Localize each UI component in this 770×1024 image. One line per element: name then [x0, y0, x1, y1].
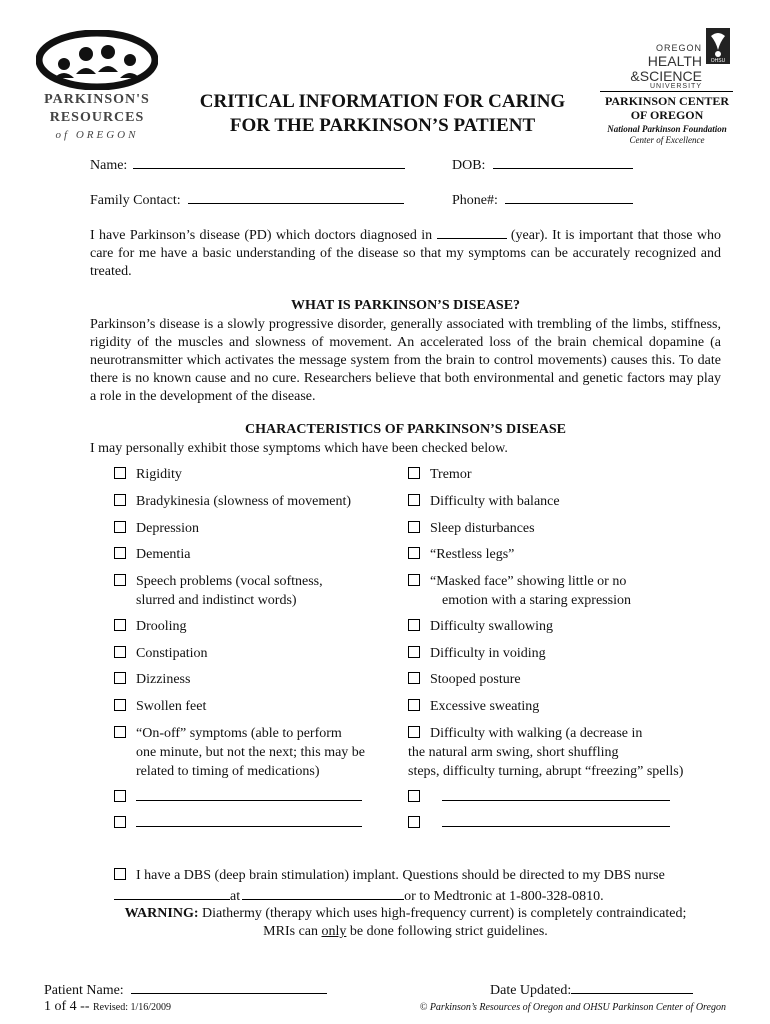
title-line2: FOR THE PARKINSON’S PATIENT [229, 115, 536, 136]
symptom-item-right-5 [408, 572, 631, 610]
dbs-contact-row [114, 885, 604, 906]
symptom-label [114, 519, 199, 538]
blank-symptom-line[interactable] [442, 812, 670, 827]
symptom-label [408, 697, 539, 716]
center-line3: National Parkinson Foundation [607, 124, 727, 134]
symptom-text: Rigidity [136, 467, 182, 482]
center-line1: PARKINSON CENTER [604, 94, 730, 108]
document-title [160, 90, 605, 138]
warning-text: Diathermy (therapy which uses high-frequency current) is completely contraindicated; [202, 906, 687, 921]
checkbox[interactable] [408, 699, 420, 711]
ohsu-line2: HEALTH [647, 53, 702, 69]
symptom-label-continued [136, 591, 323, 610]
ohsu-line1: OREGON [655, 43, 702, 53]
checkbox[interactable] [114, 619, 126, 631]
ohsu-line3: &SCIENCE [630, 68, 702, 84]
symptom-text: “Masked face” showing little or no [430, 574, 627, 589]
center-line4: Center of Excellence [629, 135, 705, 145]
checkbox[interactable] [408, 816, 420, 828]
symptom-label-continued [408, 743, 683, 762]
blank-symptom-line[interactable] [442, 786, 670, 801]
warning-line [90, 904, 721, 923]
checkbox[interactable] [114, 547, 126, 559]
mri-text-end: be done following strict guidelines. [349, 924, 548, 939]
dbs-medtronic-text: or to Medtronic at 1-800-328-0810. [404, 889, 604, 904]
blank-symptom-left-1 [114, 786, 362, 807]
symptom-label [408, 670, 521, 689]
symptom-text: Difficulty swallowing [430, 619, 554, 634]
symptom-item-right-9 [408, 697, 539, 716]
symptom-text: Tremor [430, 467, 472, 482]
blank-symptom-line[interactable] [136, 786, 362, 801]
mri-line [90, 922, 721, 941]
checkbox[interactable] [408, 467, 420, 479]
symptom-label [408, 519, 535, 538]
dob-label: DOB: [452, 158, 486, 173]
family-contact-input-line[interactable] [188, 190, 404, 204]
logo-text-line3: of OREGON [55, 129, 139, 141]
checkbox[interactable] [408, 574, 420, 586]
symptom-label-continued [442, 591, 631, 610]
symptom-item-right-2 [408, 492, 560, 511]
symptom-text: related to timing of medications) [136, 764, 320, 779]
intro-text-end: (year). It is important that those who care for me have a basic understanding of the disease so that my symptoms can be accurately recognized and treated. [90, 228, 721, 279]
symptom-label [114, 724, 365, 743]
symptom-text: Dizziness [136, 672, 191, 687]
blank-symptom-right-1 [408, 786, 670, 807]
dob-input-line[interactable] [493, 155, 633, 169]
checkbox[interactable] [408, 521, 420, 533]
checkbox[interactable] [114, 672, 126, 684]
symptom-item-left-9 [114, 697, 206, 716]
symptom-item-right-4 [408, 545, 514, 564]
symptom-item-right-3 [408, 519, 535, 538]
checkbox[interactable] [408, 726, 420, 738]
revised-date: Revised: 1/16/2009 [93, 1002, 172, 1013]
checkbox[interactable] [114, 521, 126, 533]
footer-date-updated [490, 980, 693, 1000]
symptom-text: Difficulty in voiding [430, 646, 546, 661]
symptom-item-left-4 [114, 545, 190, 564]
checkbox[interactable] [114, 574, 126, 586]
symptom-text: Swollen feet [136, 699, 207, 714]
symptom-label [114, 572, 323, 591]
symptom-text: emotion with a staring expression [442, 593, 631, 608]
center-line2: OF OREGON [630, 108, 704, 122]
center-divider [600, 91, 733, 92]
checkbox[interactable] [114, 494, 126, 506]
footer-page-info [44, 998, 171, 1017]
symptom-text: Depression [136, 521, 199, 536]
checkbox[interactable] [114, 699, 126, 711]
dbs-nurse-line[interactable] [114, 885, 230, 900]
checkbox[interactable] [114, 726, 126, 738]
intro-text-start: I have Parkinson’s disease (PD) which doctors diagnosed in [90, 228, 433, 243]
symptom-item-left-6 [114, 617, 187, 636]
symptom-label [114, 617, 187, 636]
symptom-text: Excessive sweating [430, 699, 540, 714]
symptom-text: Stooped posture [430, 672, 521, 687]
logo-text-line1: PARKINSON'S [44, 92, 150, 107]
checkbox[interactable] [114, 646, 126, 658]
checkbox[interactable] [114, 467, 126, 479]
symptom-item-left-10 [114, 724, 365, 781]
symptom-label [408, 465, 472, 484]
symptom-text: Drooling [136, 619, 187, 634]
symptom-item-right-6 [408, 617, 553, 636]
symptom-item-left-3 [114, 519, 199, 538]
checkbox[interactable] [408, 790, 420, 802]
checkbox[interactable] [408, 494, 420, 506]
dbs-checkbox[interactable] [114, 868, 126, 880]
symptom-label [114, 465, 182, 484]
symptom-text: Difficulty with balance [430, 494, 560, 509]
dbs-checkbox-row [114, 866, 665, 885]
checkbox[interactable] [408, 547, 420, 559]
symptom-label [114, 492, 351, 511]
symptom-item-left-2 [114, 492, 351, 511]
symptom-text: the natural arm swing, short shuffling [408, 745, 619, 760]
symptom-label-continued [408, 762, 683, 781]
phone-label: Phone#: [452, 193, 498, 208]
checkbox[interactable] [408, 672, 420, 684]
footer-date-label: Date Updated: [490, 983, 572, 998]
footer-patient-name [44, 980, 327, 1000]
symptom-item-left-8 [114, 670, 190, 689]
characteristics-heading: CHARACTERISTICS OF PARKINSON’S DISEASE [245, 422, 566, 437]
symptom-item-left-5 [114, 572, 323, 610]
symptom-item-right-1 [408, 465, 472, 484]
what-is-pd-heading: WHAT IS PARKINSON’S DISEASE? [290, 298, 521, 313]
symptom-label [408, 617, 553, 636]
symptom-item-left-1 [114, 465, 182, 484]
page-number: 1 of 4 -- [44, 999, 90, 1014]
family-contact-field [90, 190, 404, 210]
dbs-at-text: at [230, 889, 241, 904]
symptom-text: slurred and indistinct words) [136, 593, 297, 608]
symptom-item-right-8 [408, 670, 521, 689]
symptom-text: Difficulty with walking (a decrease in [430, 726, 643, 741]
checkbox[interactable] [114, 816, 126, 828]
footer-patient-line[interactable] [131, 980, 327, 994]
symptom-text: “Restless legs” [430, 547, 515, 562]
diagnosis-year-line[interactable] [437, 226, 507, 239]
ohsu-emblem-icon [706, 28, 730, 64]
blank-symptom-left-2 [114, 812, 362, 833]
symptom-text: one minute, but not the next; this may be [136, 745, 366, 760]
name-label: Name: [90, 158, 128, 173]
name-field [90, 155, 405, 175]
symptom-label [408, 492, 560, 511]
parkinson-center-block [592, 94, 742, 146]
parkinsons-resources-logo [36, 30, 158, 152]
mri-text-start: MRIs can [263, 924, 318, 939]
symptom-label [408, 724, 683, 743]
checkbox[interactable] [408, 646, 420, 658]
symptom-label-continued [136, 743, 365, 762]
dbs-location-line[interactable] [242, 885, 404, 900]
blank-symptom-right-2 [408, 812, 670, 833]
phone-field [452, 190, 633, 210]
symptom-label-continued [136, 762, 365, 781]
symptom-label [114, 670, 190, 689]
phone-input-line[interactable] [505, 190, 633, 204]
mri-only-emphasis: only [321, 924, 347, 939]
symptom-text: steps, difficulty turning, abrupt “freezing” spells) [408, 764, 684, 779]
warning-label: WARNING: [124, 906, 199, 921]
ohsu-logo [620, 26, 730, 90]
ohsu-line4: UNIVERSITY [649, 83, 702, 90]
footer-date-line[interactable] [571, 980, 693, 994]
symptom-label [408, 572, 631, 591]
symptom-label [408, 545, 514, 564]
dbs-text: I have a DBS (deep brain stimulation) implant. Questions should be directed to my DBS nurse [136, 868, 665, 883]
footer-patient-label: Patient Name: [44, 983, 124, 998]
people-circle-icon [36, 30, 158, 90]
symptom-item-right-10 [408, 724, 683, 781]
blank-symptom-line[interactable] [136, 812, 362, 827]
checkbox[interactable] [408, 619, 420, 631]
checkbox[interactable] [114, 790, 126, 802]
symptom-text: “On-off” symptoms (able to perform [136, 726, 342, 741]
symptom-text: Speech problems (vocal softness, [136, 574, 323, 589]
logo-text-line2: RESOURCES [49, 110, 145, 125]
intro-paragraph [90, 226, 721, 281]
symptom-label [114, 545, 190, 564]
family-contact-label: Family Contact: [90, 193, 181, 208]
symptom-item-right-7 [408, 644, 546, 663]
symptom-label [408, 644, 546, 663]
title-line1: CRITICAL INFORMATION FOR CARING [199, 91, 566, 112]
symptom-label [114, 644, 208, 663]
what-is-pd-body: Parkinson’s disease is a slowly progressive disorder, generally associated with trembling of the limbs, stiffness, rigidity of the muscles and slowness of movement. An accelerated loss of the brain chemical dopamine (a neurotransmitter which activates the message system from the brain to control movements) causes this. To date there is no known cause and no cure. Researchers believe that both environmental and genetic factors may play a role in the development of the disease. [90, 317, 721, 404]
symptom-text: Sleep disturbances [430, 521, 535, 536]
dob-field [452, 155, 633, 175]
symptom-text: Dementia [136, 547, 191, 562]
ohsu-mark-text: OHSU [710, 58, 726, 64]
symptom-item-left-7 [114, 644, 208, 663]
symptom-text: Constipation [136, 646, 208, 661]
characteristics-intro: I may personally exhibit those symptoms which have been checked below. [90, 441, 508, 456]
name-input-line[interactable] [133, 155, 405, 169]
copyright: © Parkinson’s Resources of Oregon and OHSU Parkinson Center of Oregon [419, 1002, 726, 1013]
symptom-label [114, 697, 206, 716]
symptom-text: Bradykinesia (slowness of movement) [136, 494, 352, 509]
